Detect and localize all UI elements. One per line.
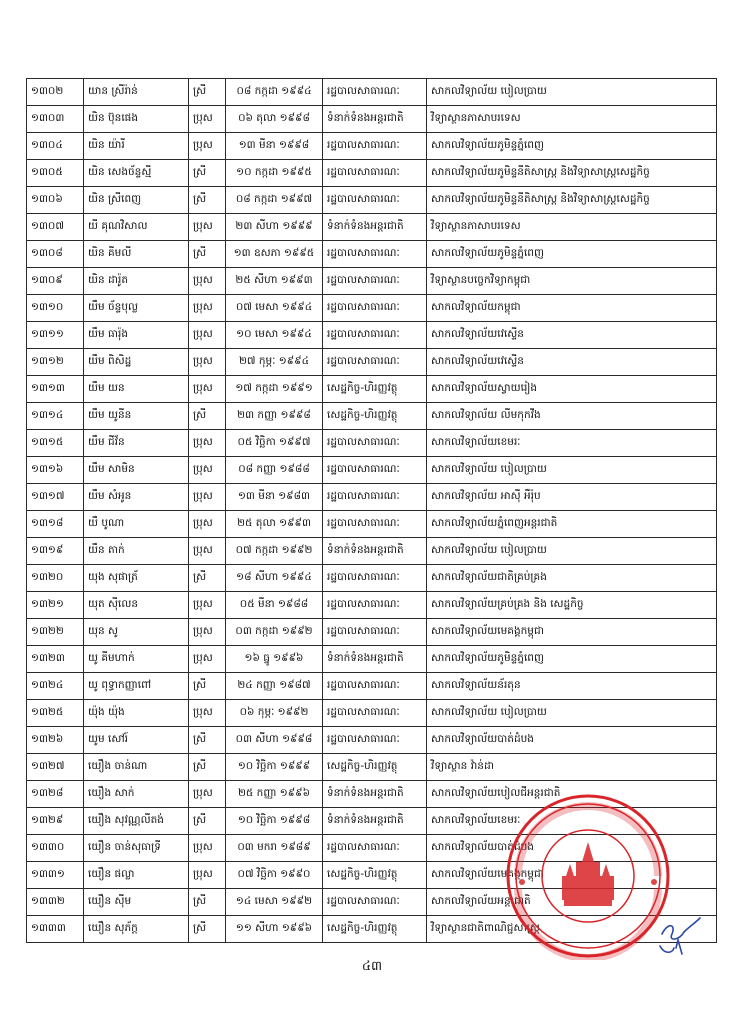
birth-date-cell: ២៥ តុលា ១៩៩៣	[226, 511, 323, 538]
field-of-study-cell: រដ្ឋបាលសាធារណៈ	[323, 457, 427, 484]
field-of-study-cell: រដ្ឋបាលសាធារណៈ	[323, 79, 427, 106]
row-number-cell: ១៣០៩	[27, 268, 84, 295]
gender-cell: ស្រី	[189, 79, 226, 106]
row-number-cell: ១៣២៣	[27, 646, 84, 673]
birth-date-cell: ០៥ វិច្ឆិកា ១៩៩៧	[226, 430, 323, 457]
field-of-study-cell: រដ្ឋបាលសាធារណៈ	[323, 295, 427, 322]
candidate-name-cell: យី គុណវិសាល	[84, 214, 189, 241]
field-of-study-cell: រដ្ឋបាលសាធារណៈ	[323, 673, 427, 700]
birth-date-cell: ១៣ មីនា ១៩៨៣	[226, 484, 323, 511]
table-row	[27, 646, 717, 673]
gender-cell: ស្រី	[189, 187, 226, 214]
candidate-name-cell: យឹម ពិសិដ្ឋ	[84, 349, 189, 376]
gender-cell: ប្រុស	[189, 430, 226, 457]
row-number-cell: ១៣២៤	[27, 673, 84, 700]
birth-date-cell: ០៨ កក្កដា ១៩៩៧	[226, 187, 323, 214]
field-of-study-cell: សេដ្ឋកិច្ច-ហិរញ្ញវត្ថុ	[323, 376, 427, 403]
row-number-cell: ១៣២២	[27, 619, 84, 646]
birth-date-cell: ១០ កក្កដា ១៩៩៥	[226, 160, 323, 187]
row-number-cell: ១៣០២	[27, 79, 84, 106]
row-number-cell: ១៣២៨	[27, 781, 84, 808]
table-row	[27, 160, 717, 187]
candidate-name-cell: យឹម ជីវ័ន	[84, 430, 189, 457]
field-of-study-cell: សេដ្ឋកិច្ច-ហិរញ្ញវត្ថុ	[323, 916, 427, 943]
table-row	[27, 106, 717, 133]
gender-cell: ប្រុស	[189, 700, 226, 727]
birth-date-cell: ១០ វិច្ឆិកា ១៩៩៩	[226, 754, 323, 781]
institution-cell: សាកលវិទ្យាល័យ បៀលប្រាយ	[427, 79, 717, 106]
candidate-name-cell: យឿន ចាន់សុធាទ្រី	[84, 835, 189, 862]
candidate-name-cell: យូ ពុទ្ធាកញ្ញាពៅ	[84, 673, 189, 700]
field-of-study-cell: រដ្ឋបាលសាធារណៈ	[323, 889, 427, 916]
gender-cell: ប្រុស	[189, 214, 226, 241]
institution-cell: សាកលវិទ្យាល័យភូមិន្ទនីតិសាស្ត្រ និងវិទ្យាសាស្ត្រសេដ្ឋកិច្ច	[427, 160, 717, 187]
row-number-cell: ១៣០៥	[27, 160, 84, 187]
birth-date-cell: ០៨ កក្កដា ១៩៩៤	[226, 79, 323, 106]
table-row	[27, 79, 717, 106]
candidate-name-cell: យឿង ចាន់ណា	[84, 754, 189, 781]
field-of-study-cell: រដ្ឋបាលសាធារណៈ	[323, 727, 427, 754]
institution-cell: សាកលវិទ្យាល័យ បៀលប្រាយ	[427, 538, 717, 565]
gender-cell: ស្រី	[189, 673, 226, 700]
candidate-name-cell: យឹម សាមិន	[84, 457, 189, 484]
candidate-name-cell: យិន យ៉ារី	[84, 133, 189, 160]
candidate-name-cell: យិន គីមលី	[84, 241, 189, 268]
gender-cell: ប្រុស	[189, 619, 226, 646]
birth-date-cell: ២៥ សីហា ១៩៩៣	[226, 268, 323, 295]
page-number: ៤៣	[361, 959, 383, 974]
institution-cell: សាកលវិទ្យាល័យបាត់ដំបង	[427, 727, 717, 754]
institution-cell: វិទ្យាស្ថានជាតិពាណិជ្ជសាស្ត្រ	[427, 916, 717, 943]
birth-date-cell: ០៦ កុម្ភៈ ១៩៩២	[226, 700, 323, 727]
handwritten-signature	[654, 904, 704, 964]
table-row	[27, 322, 717, 349]
table-row	[27, 430, 717, 457]
field-of-study-cell: សេដ្ឋកិច្ច-ហិរញ្ញវត្ថុ	[323, 862, 427, 889]
institution-cell: សាកលវិទ្យាល័យអន្តរជាតិ	[427, 889, 717, 916]
field-of-study-cell: រដ្ឋបាលសាធារណៈ	[323, 484, 427, 511]
row-number-cell: ១៣១៦	[27, 457, 84, 484]
candidate-name-cell: យឹម ធារ៉ុង	[84, 322, 189, 349]
official-seal-stamp	[504, 792, 672, 960]
table-row	[27, 619, 717, 646]
field-of-study-cell: សេដ្ឋកិច្ច-ហិរញ្ញវត្ថុ	[323, 754, 427, 781]
row-number-cell: ១៣១៨	[27, 511, 84, 538]
candidate-name-cell: យឹម សំអូន	[84, 484, 189, 511]
candidate-name-cell: យូម សៅរ៍	[84, 727, 189, 754]
birth-date-cell: ០៣ កក្កដា ១៩៩២	[226, 619, 323, 646]
row-number-cell: ១៣២៩	[27, 808, 84, 835]
table-row	[27, 538, 717, 565]
table-row	[27, 349, 717, 376]
candidate-name-cell: យុត ស៊ីលេន	[84, 592, 189, 619]
candidate-name-cell: យិន សេងច័ន្ទស្មី	[84, 160, 189, 187]
candidate-name-cell: យឿង សាក់	[84, 781, 189, 808]
gender-cell: ប្រុស	[189, 511, 226, 538]
birth-date-cell: ២៣ សីហា ១៩៩៩	[226, 214, 323, 241]
birth-date-cell: ០៥ មីនា ១៩៨៨	[226, 592, 323, 619]
row-number-cell: ១៣៣២	[27, 889, 84, 916]
birth-date-cell: ២៣ កញ្ញា ១៩៩៨	[226, 403, 323, 430]
field-of-study-cell: សេដ្ឋកិច្ច-ហិរញ្ញវត្ថុ	[323, 403, 427, 430]
field-of-study-cell: ទំនាក់ទំនងអន្តរជាតិ	[323, 538, 427, 565]
candidate-name-cell: យាន ស្រីរ៉ាន់	[84, 79, 189, 106]
candidate-name-cell: យឹម យូនីន	[84, 403, 189, 430]
table-row	[27, 673, 717, 700]
field-of-study-cell: ទំនាក់ទំនងអន្តរជាតិ	[323, 106, 427, 133]
birth-date-cell: ២៤ កញ្ញា ១៩៨៧	[226, 673, 323, 700]
field-of-study-cell: ទំនាក់ទំនងអន្តរជាតិ	[323, 808, 427, 835]
birth-date-cell: ០៧ មេសា ១៩៩៤	[226, 295, 323, 322]
row-number-cell: ១៣២៧	[27, 754, 84, 781]
gender-cell: ប្រុស	[189, 133, 226, 160]
birth-date-cell: ១៤ មេសា ១៩៩២	[226, 889, 323, 916]
row-number-cell: ១៣០៤	[27, 133, 84, 160]
table-row	[27, 376, 717, 403]
field-of-study-cell: រដ្ឋបាលសាធារណៈ	[323, 592, 427, 619]
candidate-name-cell: យឹម យន	[84, 376, 189, 403]
institution-cell: សាកលវិទ្យាល័យភូមិន្ទនីតិសាស្ត្រ និងវិទ្យាសាស្ត្រសេដ្ឋកិច្ច	[427, 187, 717, 214]
gender-cell: ប្រុស	[189, 349, 226, 376]
birth-date-cell: ០៨ កញ្ញា ១៩៨៨	[226, 457, 323, 484]
gender-cell: ប្រុស	[189, 592, 226, 619]
field-of-study-cell: រដ្ឋបាលសាធារណៈ	[323, 241, 427, 268]
institution-cell: សាកលវិទ្យាល័យស្វាយរៀង	[427, 376, 717, 403]
candidate-name-cell: យឿន សុភ័ក្ត	[84, 916, 189, 943]
table-row	[27, 511, 717, 538]
gender-cell: ស្រី	[189, 889, 226, 916]
row-number-cell: ១៣៣១	[27, 862, 84, 889]
field-of-study-cell: ទំនាក់ទំនងអន្តរជាតិ	[323, 646, 427, 673]
field-of-study-cell: រដ្ឋបាលសាធារណៈ	[323, 349, 427, 376]
institution-cell: សាកលវិទ្យាល័យភូមិន្ទភ្នំពេញ	[427, 133, 717, 160]
gender-cell: ប្រុស	[189, 835, 226, 862]
institution-cell: សាកលវិទ្យាល័យ លីមកុកវីង	[427, 403, 717, 430]
institution-cell: សាកលវិទ្យាល័យ បៀលប្រាយ	[427, 457, 717, 484]
institution-cell: សាកលវិទ្យាល័យវេស្ទើន	[427, 322, 717, 349]
row-number-cell: ១៣១៩	[27, 538, 84, 565]
candidate-name-cell: យ៉ុង យ៉ុង	[84, 700, 189, 727]
gender-cell: ស្រី	[189, 916, 226, 943]
birth-date-cell: ១៧ កក្កដា ១៩៩១	[226, 376, 323, 403]
gender-cell: ប្រុស	[189, 646, 226, 673]
table-row	[27, 727, 717, 754]
institution-cell: សាកលវិទ្យាល័យភ្នំពេញអន្តរជាតិ	[427, 511, 717, 538]
row-number-cell: ១៣១០	[27, 295, 84, 322]
institution-cell: សាកលវិទ្យាល័យបាត់ដំបង	[427, 835, 717, 862]
table-row	[27, 268, 717, 295]
row-number-cell: ១៣១៧	[27, 484, 84, 511]
birth-date-cell: ០៧ កក្កដា ១៩៩២	[226, 538, 323, 565]
candidate-name-cell: យឺ បូណា	[84, 511, 189, 538]
institution-cell: សាកលវិទ្យាល័យមេគង្គកម្ពុជា	[427, 862, 717, 889]
candidate-name-cell: យឹន តាក់	[84, 538, 189, 565]
institution-cell: សាកលវិទ្យាល័យខេមរៈ	[427, 430, 717, 457]
field-of-study-cell: រដ្ឋបាលសាធារណៈ	[323, 619, 427, 646]
gender-cell: ស្រី	[189, 808, 226, 835]
institution-cell: សាកលវិទ្យាល័យវេស្ទើន	[427, 349, 717, 376]
gender-cell: ស្រី	[189, 160, 226, 187]
field-of-study-cell: រដ្ឋបាលសាធារណៈ	[323, 187, 427, 214]
candidate-name-cell: យុង សុផាត្រ័	[84, 565, 189, 592]
row-number-cell: ១៣០៣	[27, 106, 84, 133]
candidate-name-cell: យឿន ស៊ីម	[84, 889, 189, 916]
candidate-name-cell: យឿង សុវណ្ណលីតង់	[84, 808, 189, 835]
row-number-cell: ១៣១១	[27, 322, 84, 349]
institution-cell: សាកលវិទ្យាល័យមេគង្គកម្ពុជា	[427, 619, 717, 646]
institution-cell: សាកលវិទ្យាល័យភូមិន្ទភ្នំពេញ	[427, 241, 717, 268]
institution-cell: សាកលវិទ្យាល័យខេមរៈ	[427, 808, 717, 835]
gender-cell: ស្រី	[189, 565, 226, 592]
institution-cell: សាកលវិទ្យាល័យជាតិគ្រប់គ្រង	[427, 565, 717, 592]
institution-cell: វិទ្យាស្ថានបច្ចេកវិទ្យាកម្ពុជា	[427, 268, 717, 295]
birth-date-cell: ០៧ វិច្ឆិកា ១៩៩០	[226, 862, 323, 889]
institution-cell: សាកលវិទ្យាល័យបៀលជីអន្តរជាតិ	[427, 781, 717, 808]
institution-cell: សាកលវិទ្យាល័យន័រតុន	[427, 673, 717, 700]
gender-cell: ស្រី	[189, 727, 226, 754]
gender-cell: ប្រុស	[189, 538, 226, 565]
gender-cell: ប្រុស	[189, 376, 226, 403]
birth-date-cell: ១៨ សីហា ១៩៩៤	[226, 565, 323, 592]
table-row	[27, 295, 717, 322]
row-number-cell: ១៣១៣	[27, 376, 84, 403]
row-number-cell: ១៣១៥	[27, 430, 84, 457]
gender-cell: ប្រុស	[189, 106, 226, 133]
candidate-name-cell: យិន ប៊ុនផេង	[84, 106, 189, 133]
field-of-study-cell: រដ្ឋបាលសាធារណៈ	[323, 160, 427, 187]
candidate-name-cell: យឹម ច័ន្ទបុល្ល	[84, 295, 189, 322]
table-row	[27, 754, 717, 781]
field-of-study-cell: រដ្ឋបាលសាធារណៈ	[323, 511, 427, 538]
table-row	[27, 214, 717, 241]
birth-date-cell: ០៣ សីហា ១៩៩៨	[226, 727, 323, 754]
table-row	[27, 700, 717, 727]
birth-date-cell: ១៣ មីនា ១៩៩៨	[226, 133, 323, 160]
institution-cell: វិទ្យាស្ថានភាសាបរទេស	[427, 214, 717, 241]
row-number-cell: ១៣០៧	[27, 214, 84, 241]
birth-date-cell: ១១ សីហា ១៩៩៦	[226, 916, 323, 943]
row-number-cell: ១៣០៦	[27, 187, 84, 214]
institution-cell: សាកលវិទ្យាល័យ បៀលប្រាយ	[427, 700, 717, 727]
field-of-study-cell: ទំនាក់ទំនងអន្តរជាតិ	[323, 214, 427, 241]
birth-date-cell: ១៦ ធ្នូ ១៩៩៦	[226, 646, 323, 673]
table-row	[27, 241, 717, 268]
row-number-cell: ១៣១២	[27, 349, 84, 376]
row-number-cell: ១៣៣៣	[27, 916, 84, 943]
gender-cell: ស្រី	[189, 754, 226, 781]
table-row	[27, 187, 717, 214]
table-row	[27, 565, 717, 592]
institution-cell: សាកលវិទ្យាល័យ អាស៊ី អឺរ៉ុប	[427, 484, 717, 511]
table-row	[27, 403, 717, 430]
field-of-study-cell: ទំនាក់ទំនងអន្តរជាតិ	[323, 781, 427, 808]
row-number-cell: ១៣២១	[27, 592, 84, 619]
birth-date-cell: ២៧ កុម្ភៈ ១៩៩៤	[226, 349, 323, 376]
gender-cell: ប្រុស	[189, 268, 226, 295]
gender-cell: ប្រុស	[189, 322, 226, 349]
gender-cell: ប្រុស	[189, 781, 226, 808]
institution-cell: សាកលវិទ្យាល័យគ្រប់គ្រង និង សេដ្ឋកិច្ច	[427, 592, 717, 619]
gender-cell: ស្រី	[189, 241, 226, 268]
field-of-study-cell: រដ្ឋបាលសាធារណៈ	[323, 268, 427, 295]
candidate-name-cell: យិន ដារ៉ូត	[84, 268, 189, 295]
candidate-name-cell: យិន ស្រីពេញ	[84, 187, 189, 214]
institution-cell: សាកលវិទ្យាល័យភូមិន្ទភ្នំពេញ	[427, 646, 717, 673]
birth-date-cell: ០៦ តុលា ១៩៩៨	[226, 106, 323, 133]
table-row	[27, 592, 717, 619]
birth-date-cell: ២៥ កញ្ញា ១៩៩៦	[226, 781, 323, 808]
field-of-study-cell: រដ្ឋបាលសាធារណៈ	[323, 133, 427, 160]
birth-date-cell: ១៣ ឧសភា ១៩៩៥	[226, 241, 323, 268]
field-of-study-cell: រដ្ឋបាលសាធារណៈ	[323, 835, 427, 862]
row-number-cell: ១៣២៦	[27, 727, 84, 754]
candidate-name-cell: យឿន ផល្លា	[84, 862, 189, 889]
field-of-study-cell: រដ្ឋបាលសាធារណៈ	[323, 430, 427, 457]
table-row	[27, 457, 717, 484]
gender-cell: ប្រុស	[189, 484, 226, 511]
row-number-cell: ១៣៣០	[27, 835, 84, 862]
birth-date-cell: ១០ មេសា ១៩៩៤	[226, 322, 323, 349]
birth-date-cell: ១០ វិច្ឆិកា ១៩៩៨	[226, 808, 323, 835]
row-number-cell: ១៣២៥	[27, 700, 84, 727]
candidate-name-cell: យូ គីមហាក់	[84, 646, 189, 673]
table-row	[27, 133, 717, 160]
gender-cell: ប្រុស	[189, 295, 226, 322]
field-of-study-cell: រដ្ឋបាលសាធារណៈ	[323, 700, 427, 727]
gender-cell: ប្រុស	[189, 457, 226, 484]
field-of-study-cell: រដ្ឋបាលសាធារណៈ	[323, 322, 427, 349]
gender-cell: ស្រី	[189, 403, 226, 430]
row-number-cell: ១៣១៤	[27, 403, 84, 430]
row-number-cell: ១៣២០	[27, 565, 84, 592]
table-row	[27, 484, 717, 511]
field-of-study-cell: រដ្ឋបាលសាធារណៈ	[323, 565, 427, 592]
institution-cell: សាកលវិទ្យាល័យកម្ពុជា	[427, 295, 717, 322]
candidate-name-cell: យុន សូ	[84, 619, 189, 646]
institution-cell: វិទ្យាស្ថាន វ៉ាន់ដា	[427, 754, 717, 781]
row-number-cell: ១៣០៨	[27, 241, 84, 268]
birth-date-cell: ០៣ មករា ១៩៨៩	[226, 835, 323, 862]
gender-cell: ប្រុស	[189, 862, 226, 889]
institution-cell: វិទ្យាស្ថានភាសាបរទេស	[427, 106, 717, 133]
